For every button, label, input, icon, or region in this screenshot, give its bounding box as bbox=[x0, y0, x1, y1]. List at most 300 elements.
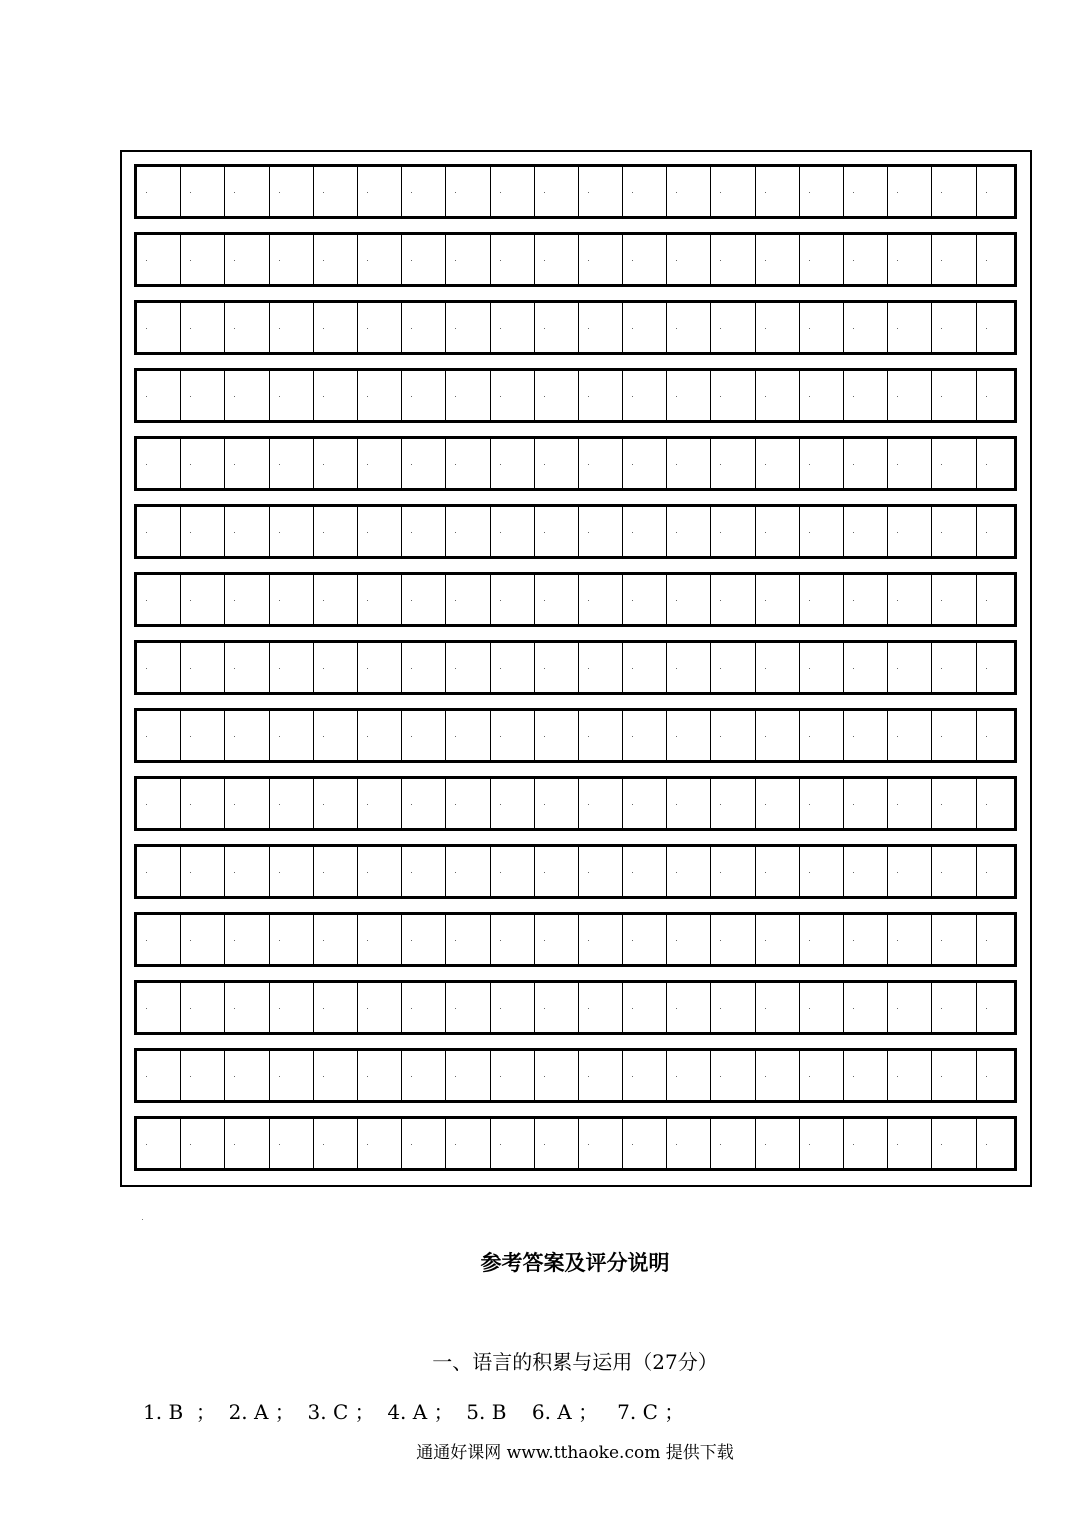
grid-cell bbox=[844, 439, 888, 488]
grid-cell bbox=[358, 371, 402, 420]
grid-cell bbox=[756, 303, 800, 352]
grid-cell bbox=[932, 167, 976, 216]
grid-row bbox=[134, 776, 1017, 831]
grid-cell bbox=[225, 371, 269, 420]
grid-cell bbox=[491, 507, 535, 556]
grid-cell bbox=[270, 303, 314, 352]
grid-cell bbox=[756, 507, 800, 556]
grid-cell bbox=[844, 779, 888, 828]
grid-cell bbox=[137, 507, 181, 556]
grid-row bbox=[134, 504, 1017, 559]
grid-cell bbox=[225, 1051, 269, 1100]
grid-cell bbox=[932, 575, 976, 624]
grid-cell bbox=[270, 779, 314, 828]
grid-cell bbox=[711, 507, 755, 556]
grid-cell bbox=[888, 439, 932, 488]
grid-cell bbox=[446, 575, 490, 624]
grid-cell bbox=[844, 235, 888, 284]
grid-cell bbox=[491, 983, 535, 1032]
grid-cell bbox=[579, 235, 623, 284]
grid-cell bbox=[977, 575, 1014, 624]
grid-cell bbox=[667, 235, 711, 284]
grid-cell bbox=[756, 983, 800, 1032]
grid-cell bbox=[491, 847, 535, 896]
grid-cell bbox=[314, 643, 358, 692]
grid-cell bbox=[225, 507, 269, 556]
grid-cell bbox=[225, 303, 269, 352]
grid-cell bbox=[977, 507, 1014, 556]
grid-cell bbox=[446, 847, 490, 896]
grid-cell bbox=[181, 711, 225, 760]
grid-cell bbox=[667, 439, 711, 488]
grid-cell bbox=[225, 235, 269, 284]
grid-row bbox=[134, 572, 1017, 627]
grid-cell bbox=[844, 983, 888, 1032]
grid-cell bbox=[270, 711, 314, 760]
grid-cell bbox=[270, 915, 314, 964]
grid-cell bbox=[535, 983, 579, 1032]
grid-cell bbox=[225, 847, 269, 896]
grid-cell bbox=[579, 167, 623, 216]
grid-cell bbox=[535, 779, 579, 828]
grid-cell bbox=[491, 575, 535, 624]
grid-cell bbox=[181, 575, 225, 624]
grid-cell bbox=[888, 847, 932, 896]
grid-cell bbox=[844, 303, 888, 352]
grid-cell bbox=[977, 915, 1014, 964]
grid-cell bbox=[800, 711, 844, 760]
grid-cell bbox=[491, 439, 535, 488]
grid-cell bbox=[932, 507, 976, 556]
grid-cell bbox=[137, 915, 181, 964]
grid-cell bbox=[623, 575, 667, 624]
grid-cell bbox=[225, 167, 269, 216]
grid-cell bbox=[977, 439, 1014, 488]
grid-cell bbox=[535, 643, 579, 692]
grid-cell bbox=[623, 439, 667, 488]
grid-cell bbox=[314, 507, 358, 556]
grid-cell bbox=[270, 507, 314, 556]
grid-cell bbox=[844, 711, 888, 760]
grid-cell bbox=[888, 915, 932, 964]
grid-cell bbox=[711, 711, 755, 760]
grid-cell bbox=[181, 167, 225, 216]
grid-cell bbox=[667, 643, 711, 692]
grid-row bbox=[134, 844, 1017, 899]
grid-cell bbox=[711, 1051, 755, 1100]
grid-cell bbox=[225, 711, 269, 760]
grid-cell bbox=[888, 167, 932, 216]
grid-cell bbox=[844, 847, 888, 896]
grid-cell bbox=[667, 167, 711, 216]
grid-cell bbox=[402, 235, 446, 284]
grid-cell bbox=[270, 371, 314, 420]
grid-cell bbox=[711, 575, 755, 624]
grid-cell bbox=[402, 779, 446, 828]
grid-cell bbox=[314, 1051, 358, 1100]
grid-cell bbox=[579, 915, 623, 964]
grid-cell bbox=[402, 439, 446, 488]
grid-cell bbox=[977, 1119, 1014, 1168]
grid-cell bbox=[888, 371, 932, 420]
grid-cell bbox=[667, 1119, 711, 1168]
grid-cell bbox=[137, 983, 181, 1032]
grid-row bbox=[134, 300, 1017, 355]
grid-cell bbox=[932, 439, 976, 488]
grid-cell bbox=[756, 1051, 800, 1100]
grid-cell bbox=[181, 1051, 225, 1100]
grid-cell bbox=[888, 507, 932, 556]
grid-cell bbox=[579, 371, 623, 420]
grid-cell bbox=[579, 575, 623, 624]
grid-cell bbox=[844, 507, 888, 556]
grid-row bbox=[134, 436, 1017, 491]
grid-cell bbox=[711, 167, 755, 216]
grid-cell bbox=[844, 1119, 888, 1168]
grid-cell bbox=[932, 1119, 976, 1168]
grid-cell bbox=[844, 167, 888, 216]
grid-cell bbox=[491, 711, 535, 760]
grid-cell bbox=[181, 1119, 225, 1168]
grid-cell bbox=[446, 779, 490, 828]
grid-cell bbox=[137, 847, 181, 896]
grid-cell bbox=[932, 643, 976, 692]
grid-cell bbox=[181, 507, 225, 556]
grid-cell bbox=[270, 847, 314, 896]
grid-cell bbox=[402, 915, 446, 964]
grid-cell bbox=[225, 1119, 269, 1168]
grid-cell bbox=[402, 1051, 446, 1100]
grid-cell bbox=[270, 167, 314, 216]
grid-cell bbox=[314, 575, 358, 624]
grid-cell bbox=[137, 235, 181, 284]
grid-cell bbox=[977, 847, 1014, 896]
grid-cell bbox=[623, 371, 667, 420]
grid-cell bbox=[623, 847, 667, 896]
grid-cell bbox=[358, 507, 402, 556]
grid-cell bbox=[358, 439, 402, 488]
grid-cell bbox=[491, 303, 535, 352]
grid-cell bbox=[535, 575, 579, 624]
grid-cell bbox=[667, 711, 711, 760]
grid-cell bbox=[844, 575, 888, 624]
grid-row bbox=[134, 368, 1017, 423]
grid-cell bbox=[623, 643, 667, 692]
grid-cell bbox=[491, 371, 535, 420]
grid-cell bbox=[756, 439, 800, 488]
grid-cell bbox=[667, 575, 711, 624]
grid-cell bbox=[314, 303, 358, 352]
grid-cell bbox=[844, 1051, 888, 1100]
grid-cell bbox=[667, 983, 711, 1032]
grid-cell bbox=[535, 1119, 579, 1168]
grid-cell bbox=[225, 983, 269, 1032]
grid-cell bbox=[756, 711, 800, 760]
grid-cell bbox=[446, 235, 490, 284]
grid-cell bbox=[977, 643, 1014, 692]
grid-cell bbox=[579, 983, 623, 1032]
grid-cell bbox=[623, 1051, 667, 1100]
grid-cell bbox=[491, 235, 535, 284]
grid-cell bbox=[977, 303, 1014, 352]
grid-cell bbox=[314, 711, 358, 760]
grid-cell bbox=[225, 575, 269, 624]
grid-cell bbox=[711, 779, 755, 828]
grid-cell bbox=[800, 235, 844, 284]
grid-cell bbox=[667, 507, 711, 556]
grid-cell bbox=[667, 371, 711, 420]
grid-cell bbox=[800, 167, 844, 216]
grid-cell bbox=[800, 439, 844, 488]
grid-cell bbox=[756, 575, 800, 624]
grid-cell bbox=[756, 235, 800, 284]
grid-cell bbox=[535, 439, 579, 488]
grid-cell bbox=[402, 371, 446, 420]
grid-cell bbox=[711, 847, 755, 896]
grid-cell bbox=[314, 915, 358, 964]
grid-cell bbox=[579, 643, 623, 692]
grid-cell bbox=[181, 915, 225, 964]
grid-cell bbox=[579, 439, 623, 488]
grid-cell bbox=[932, 983, 976, 1032]
grid-cell bbox=[358, 167, 402, 216]
grid-cell bbox=[623, 915, 667, 964]
grid-cell bbox=[667, 779, 711, 828]
grid-cell bbox=[225, 439, 269, 488]
stray-mark bbox=[142, 1219, 143, 1220]
grid-cell bbox=[446, 1051, 490, 1100]
grid-cell bbox=[888, 303, 932, 352]
grid-cell bbox=[270, 1119, 314, 1168]
grid-cell bbox=[314, 167, 358, 216]
grid-cell bbox=[446, 167, 490, 216]
grid-cell bbox=[535, 915, 579, 964]
answers-line: 1. B ； 2. A ； 3. C ； 4. A ； 5. B 6. A ； 7. C ； bbox=[143, 1400, 685, 1424]
grid-cell bbox=[491, 1119, 535, 1168]
grid-cell bbox=[800, 915, 844, 964]
grid-cell bbox=[314, 779, 358, 828]
grid-cell bbox=[137, 575, 181, 624]
grid-cell bbox=[358, 915, 402, 964]
grid-cell bbox=[711, 643, 755, 692]
grid-cell bbox=[225, 779, 269, 828]
grid-cell bbox=[888, 1051, 932, 1100]
grid-cell bbox=[623, 711, 667, 760]
grid-cell bbox=[800, 1119, 844, 1168]
grid-cell bbox=[181, 303, 225, 352]
grid-cell bbox=[800, 303, 844, 352]
grid-cell bbox=[402, 1119, 446, 1168]
grid-cell bbox=[446, 643, 490, 692]
grid-cell bbox=[491, 779, 535, 828]
grid-cell bbox=[137, 371, 181, 420]
grid-row bbox=[134, 912, 1017, 967]
grid-cell bbox=[932, 371, 976, 420]
grid-cell bbox=[358, 1119, 402, 1168]
grid-cell bbox=[888, 1119, 932, 1168]
grid-cell bbox=[888, 643, 932, 692]
grid-cell bbox=[402, 983, 446, 1032]
grid-cell bbox=[446, 303, 490, 352]
grid-cell bbox=[137, 711, 181, 760]
grid-cell bbox=[711, 915, 755, 964]
grid-cell bbox=[181, 643, 225, 692]
grid-cell bbox=[800, 847, 844, 896]
grid-cell bbox=[535, 1051, 579, 1100]
grid-cell bbox=[579, 303, 623, 352]
grid-cell bbox=[756, 779, 800, 828]
grid-cell bbox=[181, 439, 225, 488]
grid-cell bbox=[181, 235, 225, 284]
grid-cell bbox=[579, 507, 623, 556]
answer-title: 参考答案及评分说明 bbox=[480, 1251, 670, 1275]
grid-cell bbox=[358, 983, 402, 1032]
grid-cell bbox=[270, 1051, 314, 1100]
grid-cell bbox=[623, 235, 667, 284]
grid-cell bbox=[314, 371, 358, 420]
grid-cell bbox=[756, 643, 800, 692]
grid-cell bbox=[270, 439, 314, 488]
grid-row bbox=[134, 1116, 1017, 1171]
grid-cell bbox=[932, 1051, 976, 1100]
grid-cell bbox=[800, 1051, 844, 1100]
grid-cell bbox=[535, 303, 579, 352]
grid-cell bbox=[358, 235, 402, 284]
grid-cell bbox=[756, 915, 800, 964]
grid-cell bbox=[977, 371, 1014, 420]
grid-cell bbox=[225, 643, 269, 692]
grid-cell bbox=[711, 439, 755, 488]
grid-cell bbox=[314, 439, 358, 488]
grid-cell bbox=[800, 779, 844, 828]
grid-cell bbox=[137, 303, 181, 352]
grid-cell bbox=[977, 779, 1014, 828]
grid-cell bbox=[535, 167, 579, 216]
grid-cell bbox=[977, 235, 1014, 284]
grid-cell bbox=[888, 575, 932, 624]
grid-cell bbox=[756, 1119, 800, 1168]
grid-cell bbox=[888, 711, 932, 760]
grid-cell bbox=[358, 575, 402, 624]
grid-cell bbox=[137, 439, 181, 488]
grid-cell bbox=[579, 847, 623, 896]
grid-row bbox=[134, 980, 1017, 1035]
grid-cell bbox=[137, 167, 181, 216]
grid-cell bbox=[446, 439, 490, 488]
grid-cell bbox=[888, 235, 932, 284]
grid-cell bbox=[358, 1051, 402, 1100]
grid-cell bbox=[579, 1119, 623, 1168]
grid-cell bbox=[932, 711, 976, 760]
grid-cell bbox=[977, 167, 1014, 216]
grid-cell bbox=[756, 847, 800, 896]
grid-cell bbox=[535, 235, 579, 284]
grid-cell bbox=[270, 235, 314, 284]
grid-cell bbox=[446, 1119, 490, 1168]
grid-cell bbox=[446, 983, 490, 1032]
grid-cell bbox=[667, 915, 711, 964]
grid-cell bbox=[711, 303, 755, 352]
grid-cell bbox=[535, 711, 579, 760]
grid-cell bbox=[932, 779, 976, 828]
grid-cell bbox=[314, 847, 358, 896]
grid-cell bbox=[314, 235, 358, 284]
grid-cell bbox=[491, 1051, 535, 1100]
grid-cell bbox=[535, 847, 579, 896]
grid-cell bbox=[977, 983, 1014, 1032]
grid-cell bbox=[225, 915, 269, 964]
grid-cell bbox=[181, 983, 225, 1032]
grid-row bbox=[134, 164, 1017, 219]
grid-row bbox=[134, 232, 1017, 287]
grid-cell bbox=[137, 779, 181, 828]
grid-cell bbox=[844, 915, 888, 964]
grid-cell bbox=[623, 779, 667, 828]
grid-cell bbox=[402, 711, 446, 760]
grid-cell bbox=[623, 983, 667, 1032]
grid-cell bbox=[932, 235, 976, 284]
grid-cell bbox=[800, 983, 844, 1032]
grid-cell bbox=[800, 575, 844, 624]
grid-cell bbox=[402, 167, 446, 216]
grid-cell bbox=[358, 303, 402, 352]
grid-cell bbox=[977, 1051, 1014, 1100]
grid-cell bbox=[402, 847, 446, 896]
grid-cell bbox=[446, 507, 490, 556]
footer-source: 通通好课网 www.tthaoke.com 提供下载 bbox=[416, 1443, 734, 1463]
grid-cell bbox=[932, 915, 976, 964]
grid-cell bbox=[844, 371, 888, 420]
grid-cell bbox=[314, 1119, 358, 1168]
grid-cell bbox=[579, 1051, 623, 1100]
grid-cell bbox=[711, 983, 755, 1032]
grid-cell bbox=[491, 643, 535, 692]
grid-cell bbox=[756, 371, 800, 420]
grid-cell bbox=[137, 1119, 181, 1168]
grid-cell bbox=[932, 847, 976, 896]
grid-cell bbox=[358, 779, 402, 828]
grid-cell bbox=[800, 371, 844, 420]
grid-cell bbox=[402, 643, 446, 692]
grid-cell bbox=[623, 507, 667, 556]
grid-row bbox=[134, 1048, 1017, 1103]
grid-cell bbox=[402, 303, 446, 352]
grid-cell bbox=[711, 371, 755, 420]
grid-cell bbox=[535, 371, 579, 420]
grid-cell bbox=[932, 303, 976, 352]
grid-cell bbox=[137, 643, 181, 692]
grid-cell bbox=[623, 1119, 667, 1168]
grid-cell bbox=[270, 983, 314, 1032]
grid-cell bbox=[446, 711, 490, 760]
grid-cell bbox=[491, 915, 535, 964]
grid-cell bbox=[270, 575, 314, 624]
grid-cell bbox=[844, 643, 888, 692]
grid-cell bbox=[711, 235, 755, 284]
grid-cell bbox=[358, 847, 402, 896]
grid-cell bbox=[888, 779, 932, 828]
grid-cell bbox=[181, 847, 225, 896]
grid-cell bbox=[667, 303, 711, 352]
grid-cell bbox=[667, 847, 711, 896]
grid-cell bbox=[667, 1051, 711, 1100]
grid-cell bbox=[756, 167, 800, 216]
grid-cell bbox=[181, 371, 225, 420]
grid-cell bbox=[402, 575, 446, 624]
grid-cell bbox=[711, 1119, 755, 1168]
grid-cell bbox=[137, 1051, 181, 1100]
grid-cell bbox=[181, 779, 225, 828]
